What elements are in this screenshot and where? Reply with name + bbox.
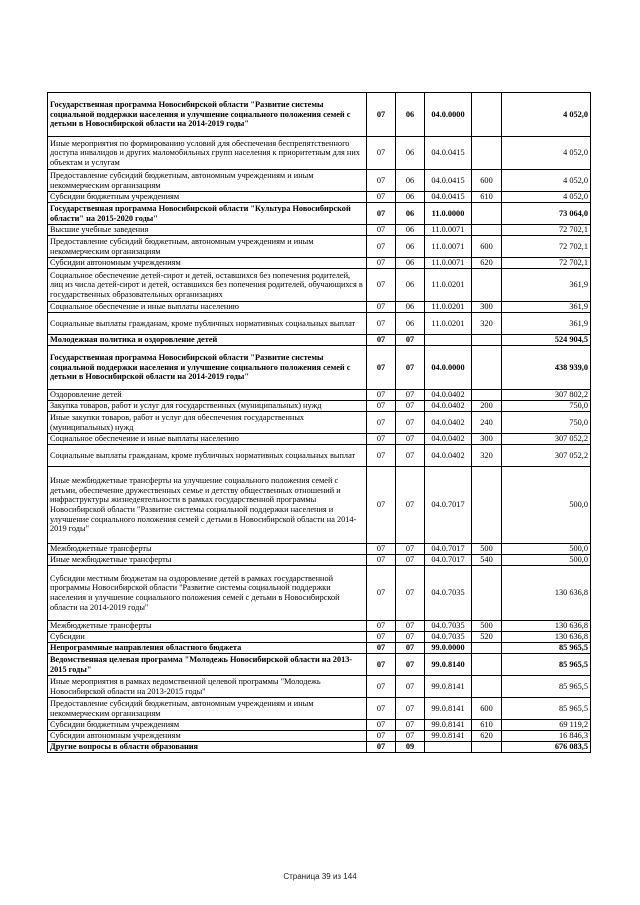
cell-section: 07 [367,632,396,643]
cell-subsection: 07 [396,621,425,632]
cell-subsection: 07 [396,401,425,412]
table-row [48,720,591,731]
cell-amount: 4 052,0 [502,170,591,192]
cell-amount: 72 702,1 [502,236,591,258]
cell-subsection: 07 [396,335,425,346]
table-row [48,258,591,269]
cell-subsection: 07 [396,654,425,676]
table-row [48,313,591,335]
cell-subsection: 06 [396,236,425,258]
cell-target-article: 99.0.8141 [425,698,472,720]
cell-name: Иные межбюджетные трансферты на улучшение социального положения семей с детьми, обеспечение дружественных семье и детству общественных отношений и инфраструктуры жизнедеятельности в рамках государственной программы Новосибирской области "Развитие системы социальной поддержки населения и улучшение социального положения семей с детьми в Новосибирской области на 2014-2019 годы" [48,467,367,544]
cell-amount: 130 636,8 [502,621,591,632]
table-row [48,555,591,566]
cell-subsection: 07 [396,346,425,390]
table-row [48,346,591,390]
cell-subsection: 06 [396,302,425,313]
cell-expense-type: 500 [472,544,502,555]
cell-expense-type: 600 [472,236,502,258]
cell-amount: 307 802,2 [502,390,591,401]
cell-subsection: 07 [396,698,425,720]
cell-target-article: 04.0.7017 [425,544,472,555]
cell-section: 07 [367,313,396,335]
cell-section: 07 [367,302,396,313]
cell-target-article: 04.0.0402 [425,412,472,434]
cell-amount: 500,0 [502,544,591,555]
cell-section: 07 [367,555,396,566]
cell-subsection: 07 [396,434,425,445]
cell-name: Социальное обеспечение и иные выплаты населению [48,434,367,445]
cell-subsection: 06 [396,313,425,335]
cell-section: 07 [367,412,396,434]
cell-target-article: 99.0.0000 [425,643,472,654]
cell-name: Непрограммные направления областного бюджета [48,643,367,654]
cell-subsection: 07 [396,676,425,698]
cell-amount: 307 052,2 [502,445,591,467]
cell-subsection: 07 [396,445,425,467]
cell-name: Межбюджетные трансферты [48,621,367,632]
cell-expense-type: 600 [472,170,502,192]
cell-subsection: 07 [396,643,425,654]
cell-expense-type: 500 [472,621,502,632]
cell-section: 07 [367,643,396,654]
cell-expense-type [472,346,502,390]
table-row [48,731,591,742]
cell-name: Иные межбюджетные трансферты [48,555,367,566]
cell-amount: 4 052,0 [502,192,591,203]
cell-subsection: 07 [396,544,425,555]
cell-expense-type [472,137,502,170]
table-row [48,225,591,236]
cell-expense-type [472,467,502,544]
cell-amount: 4 052,0 [502,137,591,170]
cell-target-article: 04.0.0402 [425,390,472,401]
cell-section: 07 [367,676,396,698]
cell-name: Социальные выплаты гражданам, кроме публичных нормативных социальных выплат [48,445,367,467]
cell-name: Государственная программа Новосибирской области "Развитие системы социальной поддержки населения и улучшение социального положения семей с детьми в Новосибирской области на 2014-2019 годы" [48,93,367,137]
table-row [48,742,591,753]
cell-section: 07 [367,269,396,302]
cell-target-article: 04.0.7035 [425,621,472,632]
cell-target-article: 04.0.7035 [425,566,472,621]
cell-expense-type: 540 [472,555,502,566]
cell-target-article: 11.0.0201 [425,313,472,335]
table-row [48,137,591,170]
cell-expense-type: 620 [472,731,502,742]
cell-amount: 16 846,3 [502,731,591,742]
cell-name: Предоставление субсидий бюджетным, автономным учреждениям и иным некоммерческим организациям [48,698,367,720]
cell-target-article: 04.0.7017 [425,555,472,566]
cell-section: 07 [367,93,396,137]
cell-section: 07 [367,654,396,676]
cell-target-article: 11.0.0201 [425,302,472,313]
cell-subsection: 09 [396,742,425,753]
cell-amount: 72 702,1 [502,258,591,269]
table-row [48,676,591,698]
cell-subsection: 06 [396,170,425,192]
cell-name: Иные закупки товаров, работ и услуг для обеспечения государственных (муниципальных) нужд [48,412,367,434]
table-row [48,412,591,434]
cell-expense-type [472,676,502,698]
cell-target-article: 04.0.0415 [425,170,472,192]
cell-section: 07 [367,467,396,544]
cell-name: Социальное обеспечение и иные выплаты населению [48,302,367,313]
cell-target-article: 04.0.7035 [425,632,472,643]
cell-subsection: 07 [396,467,425,544]
cell-expense-type [472,203,502,225]
cell-name: Субсидии бюджетным учреждениям [48,720,367,731]
cell-target-article: 11.0.0071 [425,258,472,269]
cell-amount: 85 965,5 [502,654,591,676]
table-row [48,467,591,544]
cell-amount: 307 052,2 [502,434,591,445]
cell-expense-type: 240 [472,412,502,434]
table-row [48,643,591,654]
cell-name: Закупка товаров, работ и услуг для государственных (муниципальных) нужд [48,401,367,412]
cell-name: Субсидии местным бюджетам на оздоровление детей в рамках государственной программы Новосибирской области "Развитие системы социальной поддержки населения и улучшение социального положения семей с детьми в Новосибирской области на 2014-2019 годы" [48,566,367,621]
table-row [48,93,591,137]
table-row [48,621,591,632]
cell-section: 07 [367,566,396,621]
cell-expense-type [472,269,502,302]
cell-name: Высшие учебные заведения [48,225,367,236]
table-row [48,269,591,302]
cell-target-article: 11.0.0071 [425,236,472,258]
cell-amount: 85 965,5 [502,643,591,654]
cell-name: Субсидии [48,632,367,643]
cell-amount: 500,0 [502,555,591,566]
cell-amount: 438 939,0 [502,346,591,390]
table-row [48,236,591,258]
table-row [48,434,591,445]
cell-name: Субсидии автономным учреждениям [48,731,367,742]
cell-amount: 750,0 [502,412,591,434]
cell-target-article: 04.0.0000 [425,93,472,137]
cell-expense-type: 300 [472,434,502,445]
cell-amount: 361,9 [502,313,591,335]
cell-expense-type [472,225,502,236]
table-row [48,544,591,555]
cell-name: Оздоровление детей [48,390,367,401]
cell-subsection: 07 [396,720,425,731]
cell-target-article: 04.0.0402 [425,401,472,412]
budget-table [47,92,591,753]
cell-section: 07 [367,742,396,753]
cell-target-article: 11.0.0201 [425,269,472,302]
budget-table-body [48,93,591,753]
cell-expense-type: 610 [472,720,502,731]
cell-name: Межбюджетные трансферты [48,544,367,555]
cell-section: 07 [367,434,396,445]
cell-section: 07 [367,544,396,555]
cell-amount: 72 702,1 [502,225,591,236]
table-row [48,170,591,192]
cell-expense-type: 520 [472,632,502,643]
cell-name: Другие вопросы в области образования [48,742,367,753]
cell-name: Иные мероприятия по формированию условий для обеспечения беспрепятственного доступа инвалидов и других маломобильных групп населения к приоритетным для них объектам и услугам [48,137,367,170]
cell-target-article: 99.0.8140 [425,654,472,676]
cell-section: 07 [367,258,396,269]
cell-expense-type [472,93,502,137]
cell-name: Социальные выплаты гражданам, кроме публичных нормативных социальных выплат [48,313,367,335]
cell-name: Субсидии автономным учреждениям [48,258,367,269]
cell-target-article: 04.0.0402 [425,445,472,467]
cell-expense-type [472,390,502,401]
cell-subsection: 07 [396,632,425,643]
cell-section: 07 [367,720,396,731]
cell-subsection: 07 [396,555,425,566]
cell-expense-type: 320 [472,445,502,467]
cell-target-article: 11.0.0000 [425,203,472,225]
cell-section: 07 [367,445,396,467]
cell-amount: 130 636,8 [502,566,591,621]
cell-expense-type [472,335,502,346]
table-row [48,390,591,401]
cell-name: Предоставление субсидий бюджетным, автономным учреждениям и иным некоммерческим организациям [48,236,367,258]
cell-target-article: 11.0.0071 [425,225,472,236]
cell-subsection: 06 [396,192,425,203]
cell-amount: 500,0 [502,467,591,544]
cell-section: 07 [367,335,396,346]
cell-target-article: 04.0.0415 [425,192,472,203]
cell-section: 07 [367,203,396,225]
cell-subsection: 07 [396,731,425,742]
cell-subsection: 06 [396,137,425,170]
table-row [48,335,591,346]
cell-expense-type [472,742,502,753]
cell-amount: 85 965,5 [502,676,591,698]
table-row [48,401,591,412]
cell-section: 07 [367,346,396,390]
cell-target-article: 04.0.0415 [425,137,472,170]
cell-amount: 4 052,0 [502,93,591,137]
table-row [48,445,591,467]
cell-section: 07 [367,225,396,236]
cell-subsection: 07 [396,390,425,401]
cell-subsection: 06 [396,269,425,302]
cell-section: 07 [367,170,396,192]
table-row [48,698,591,720]
cell-amount: 361,9 [502,302,591,313]
cell-section: 07 [367,390,396,401]
cell-target-article: 04.0.0402 [425,434,472,445]
table-row [48,203,591,225]
cell-amount: 130 636,8 [502,632,591,643]
cell-name: Молодежная политика и оздоровление детей [48,335,367,346]
cell-expense-type [472,643,502,654]
cell-expense-type: 620 [472,258,502,269]
table-row [48,302,591,313]
cell-amount: 69 119,2 [502,720,591,731]
cell-subsection: 07 [396,566,425,621]
cell-name: Иные мероприятия в рамках ведомственной целевой программы "Молодежь Новосибирской области на 2013-2015 годы" [48,676,367,698]
cell-subsection: 07 [396,412,425,434]
cell-name: Государственная программа Новосибирской области "Развитие системы социальной поддержки населения и улучшение социального положения семей с детьми в Новосибирской области на 2014-2019 годы" [48,346,367,390]
cell-subsection: 06 [396,203,425,225]
cell-name: Ведомственная целевая программа "Молодежь Новосибирской области на 2013-2015 годы" [48,654,367,676]
cell-name: Государственная программа Новосибирской области "Культура Новосибирской области" на 2015-2020 годы" [48,203,367,225]
cell-amount: 73 064,0 [502,203,591,225]
cell-expense-type: 300 [472,302,502,313]
cell-target-article: 99.0.8141 [425,731,472,742]
cell-target-article: 99.0.8141 [425,720,472,731]
cell-expense-type [472,654,502,676]
cell-section: 07 [367,621,396,632]
cell-expense-type: 320 [472,313,502,335]
cell-section: 07 [367,236,396,258]
cell-subsection: 06 [396,258,425,269]
page-number: Страница 39 из 144 [283,872,357,881]
cell-target-article [425,335,472,346]
cell-target-article: 99.0.8141 [425,676,472,698]
cell-name: Предоставление субсидий бюджетным, автономным учреждениям и иным некоммерческим организациям [48,170,367,192]
cell-amount: 750,0 [502,401,591,412]
cell-subsection: 06 [396,93,425,137]
cell-target-article [425,742,472,753]
cell-section: 07 [367,698,396,720]
cell-name: Субсидии бюджетным учреждениям [48,192,367,203]
cell-expense-type [472,566,502,621]
cell-target-article: 04.0.7017 [425,467,472,544]
table-row [48,566,591,621]
table-row [48,192,591,203]
cell-amount: 524 904,5 [502,335,591,346]
cell-expense-type: 600 [472,698,502,720]
cell-target-article: 04.0.0000 [425,346,472,390]
table-row [48,632,591,643]
cell-expense-type: 610 [472,192,502,203]
cell-amount: 361,9 [502,269,591,302]
cell-amount: 676 083,5 [502,742,591,753]
cell-amount: 85 965,5 [502,698,591,720]
cell-section: 07 [367,731,396,742]
table-row [48,654,591,676]
cell-subsection: 06 [396,225,425,236]
cell-section: 07 [367,137,396,170]
cell-section: 07 [367,192,396,203]
cell-expense-type: 200 [472,401,502,412]
cell-section: 07 [367,401,396,412]
cell-name: Социальное обеспечение детей-сирот и детей, оставшихся без попечения родителей, лиц из числа детей-сирот и детей, оставшихся без попечения родителей, обучающихся в государственных образовательных организациях [48,269,367,302]
